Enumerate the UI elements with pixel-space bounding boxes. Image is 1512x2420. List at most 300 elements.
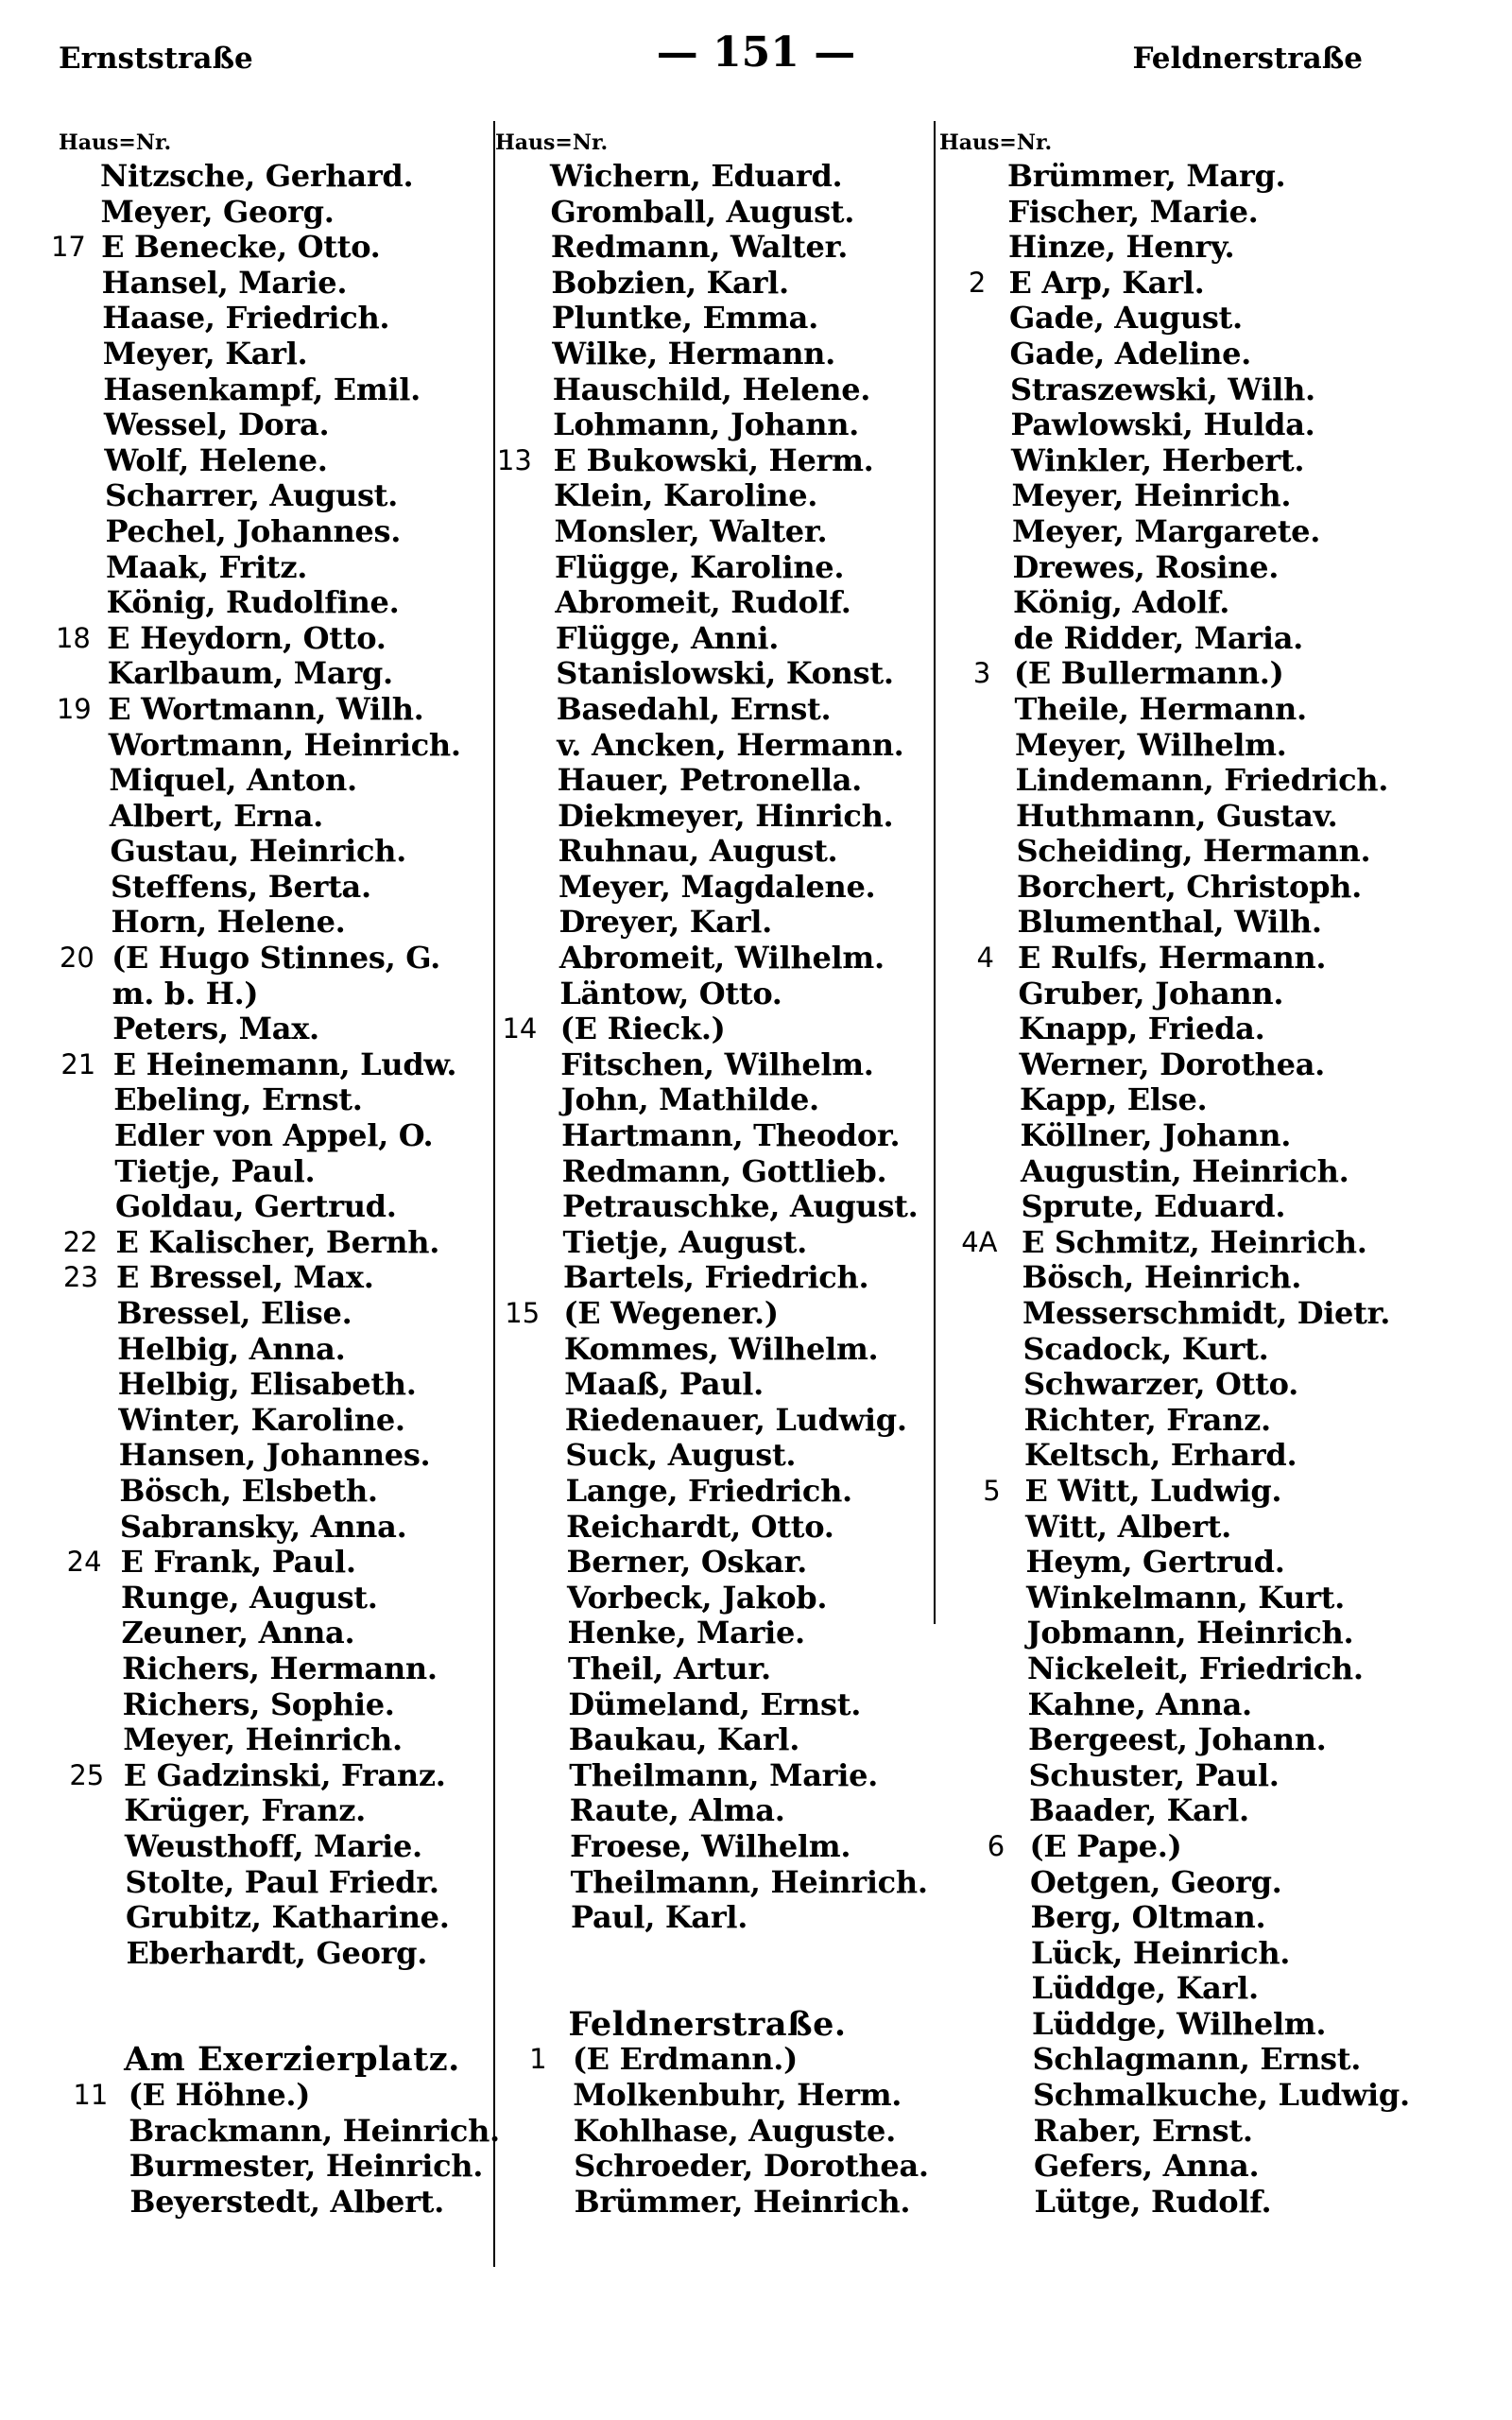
- resident-name: (E Wegener.): [563, 1295, 779, 1331]
- directory-entry: [928, 1865, 1495, 1901]
- directory-entry: [28, 799, 493, 835]
- house-number: 22: [62, 1225, 98, 1258]
- resident-name: Vorbeck, Jakob.: [567, 1579, 828, 1616]
- resident-name: Beyerstedt, Albert.: [129, 2183, 444, 2220]
- resident-name: Ruhnau, August.: [558, 833, 838, 870]
- resident-name: Nickeleit, Friedrich.: [1027, 1650, 1364, 1686]
- directory-entry: [928, 1403, 1495, 1439]
- resident-name: Redmann, Walter.: [550, 229, 849, 266]
- directory-entry: [928, 1651, 1495, 1687]
- directory-entry: [928, 1545, 1495, 1581]
- directory-entry: [928, 1082, 1495, 1118]
- resident-name: Karlbaum, Marg.: [107, 655, 393, 692]
- directory-entry: [928, 2114, 1495, 2150]
- directory-entry: [472, 728, 934, 764]
- resident-name: E Benecke, Otto.: [101, 229, 381, 266]
- resident-name: de Ridder, Maria.: [1013, 619, 1303, 656]
- house-number-label: Haus=Nr.: [59, 130, 172, 155]
- resident-name: Edler von Appel, O.: [113, 1117, 434, 1154]
- resident-name: Gefers, Anna.: [1034, 2148, 1260, 2185]
- resident-name: Jobmann, Heinrich.: [1026, 1615, 1354, 1651]
- directory-entry: [928, 834, 1495, 870]
- resident-name: Petrauschke, August.: [562, 1188, 919, 1225]
- directory-entry: [472, 2114, 934, 2150]
- resident-name: Pluntke, Emma.: [551, 300, 818, 337]
- directory-entry: [472, 195, 934, 231]
- directory-entry: [28, 266, 493, 302]
- directory-entry: [28, 1225, 493, 1261]
- resident-name: Gustau, Heinrich.: [110, 833, 406, 870]
- street-heading: Am Exerzierplatz.: [124, 2040, 460, 2080]
- house-number: 18: [55, 621, 91, 654]
- directory-entry: [28, 1936, 493, 1972]
- directory-entry: [928, 1687, 1495, 1723]
- resident-name: Raute, Alma.: [569, 1792, 785, 1829]
- directory-entry: [28, 372, 493, 408]
- resident-name: Tietje, Paul.: [114, 1152, 316, 1189]
- directory-entry: [472, 1545, 934, 1581]
- house-number: 20: [59, 942, 94, 975]
- resident-name: Hauschild, Helene.: [552, 371, 871, 407]
- directory-entry: [472, 514, 934, 550]
- resident-name: Schroeder, Dorothea.: [574, 2148, 929, 2185]
- directory-entry: [28, 443, 493, 479]
- resident-name: Hartmann, Theodor.: [561, 1117, 901, 1154]
- directory-entry: [28, 1722, 493, 1758]
- house-number: 19: [56, 692, 92, 725]
- resident-name: E Heinemann, Ludw.: [112, 1046, 457, 1082]
- directory-entry: [28, 621, 493, 657]
- resident-name: Gromball, August.: [550, 193, 855, 230]
- resident-name: Schwarzer, Otto.: [1023, 1366, 1298, 1403]
- resident-name: Richter, Franz.: [1023, 1401, 1271, 1438]
- street-header-right: Feldnerstraße: [1132, 42, 1363, 76]
- directory-entry: [472, 905, 934, 941]
- directory-entry: [928, 1971, 1495, 2007]
- resident-name: (E Hugo Stinnes, G.: [112, 940, 440, 977]
- directory-entry: [472, 2078, 934, 2114]
- resident-name: E Wortmann, Wilh.: [108, 690, 424, 727]
- directory-entry: [472, 1900, 934, 1936]
- resident-name: Richers, Hermann.: [122, 1650, 438, 1686]
- resident-name: Helbig, Elisabeth.: [117, 1366, 417, 1403]
- directory-entry: [928, 1616, 1495, 1651]
- resident-name: Peters, Max.: [112, 1011, 319, 1047]
- resident-name: Heym, Gertrud.: [1025, 1544, 1285, 1581]
- resident-name: Bartels, Friedrich.: [562, 1259, 869, 1296]
- resident-name: Hansen, Johannes.: [118, 1437, 431, 1474]
- directory-entry: [472, 443, 934, 479]
- directory-entry: [28, 1047, 493, 1083]
- directory-entry: [928, 1260, 1495, 1296]
- directory-entry: [28, 1616, 493, 1651]
- resident-name: Klein, Karoline.: [554, 477, 818, 514]
- directory-entry: [28, 1758, 493, 1794]
- directory-entry: [472, 1189, 934, 1225]
- directory-entry: [928, 266, 1495, 302]
- directory-entry: [28, 728, 493, 764]
- directory-entry: [472, 585, 934, 621]
- resident-name: (E Bullermann.): [1014, 655, 1284, 692]
- directory-column-1: [28, 158, 500, 2220]
- resident-name: Hinze, Henry.: [1008, 229, 1235, 266]
- resident-name: Wessel, Dora.: [103, 406, 330, 443]
- resident-name: E Witt, Ludwig.: [1024, 1472, 1282, 1509]
- resident-name: Meyer, Margarete.: [1012, 512, 1321, 549]
- directory-entry: [928, 550, 1495, 586]
- resident-name: Hauer, Petronella.: [557, 762, 863, 799]
- resident-name: E Kalischer, Bernh.: [115, 1223, 440, 1260]
- directory-entry: [928, 1296, 1495, 1332]
- resident-name: Schuster, Paul.: [1028, 1756, 1280, 1793]
- directory-entry: [928, 1510, 1495, 1546]
- directory-entry: [28, 870, 493, 906]
- resident-name: Scharrer, August.: [104, 477, 398, 514]
- house-number: 2: [968, 266, 987, 299]
- directory-entry: [928, 799, 1495, 835]
- resident-name: E Heydorn, Otto.: [107, 619, 387, 656]
- resident-name: John, Mathilde.: [560, 1081, 819, 1118]
- street-heading-row: [472, 2004, 934, 2044]
- resident-name: E Gadzinski, Franz.: [123, 1756, 446, 1793]
- directory-entry: [472, 763, 934, 799]
- directory-entry: [28, 1829, 493, 1865]
- directory-entry: [928, 301, 1495, 337]
- house-number: 11: [73, 2079, 109, 2112]
- resident-name: Fitschen, Wilhelm.: [560, 1046, 874, 1082]
- directory-entry: [472, 478, 934, 514]
- directory-entry: [928, 1189, 1495, 1225]
- directory-entry: [472, 159, 934, 195]
- resident-name: Weusthoff, Marie.: [124, 1827, 422, 1864]
- directory-entry: [928, 585, 1495, 621]
- resident-name: Berg, Oltman.: [1030, 1899, 1266, 1936]
- directory-entry: [472, 1510, 934, 1546]
- directory-entry: [28, 407, 493, 443]
- resident-name: Henke, Marie.: [567, 1615, 805, 1651]
- resident-name: Richers, Sophie.: [122, 1685, 395, 1722]
- street-header-left: Ernststraße: [59, 42, 253, 76]
- resident-name: Baukau, Karl.: [568, 1721, 800, 1758]
- resident-name: Meyer, Heinrich.: [123, 1721, 403, 1758]
- resident-name: Runge, August.: [121, 1579, 378, 1616]
- directory-entry: [472, 266, 934, 302]
- directory-entry: [472, 977, 934, 1012]
- directory-entry: [928, 337, 1495, 372]
- resident-name: Berner, Oskar.: [566, 1544, 807, 1581]
- directory-entry: [928, 2078, 1495, 2114]
- resident-name: Basedahl, Ernst.: [556, 690, 832, 727]
- directory-entry: [928, 1758, 1495, 1794]
- resident-name: Brümmer, Marg.: [1007, 158, 1286, 194]
- directory-entry: [472, 1865, 934, 1901]
- resident-name: Köllner, Johann.: [1020, 1117, 1292, 1154]
- resident-name: E Rulfs, Hermann.: [1018, 940, 1327, 977]
- resident-name: Haase, Friedrich.: [102, 300, 390, 337]
- directory-entry: [28, 1011, 493, 1047]
- resident-name: E Schmitz, Heinrich.: [1022, 1223, 1367, 1260]
- resident-name: Raber, Ernst.: [1033, 2112, 1253, 2149]
- resident-name: Abromeit, Wilhelm.: [558, 940, 885, 977]
- resident-name: Kapp, Else.: [1020, 1081, 1208, 1118]
- resident-name: Keltsch, Erhard.: [1024, 1437, 1297, 1474]
- directory-entry: [472, 1616, 934, 1651]
- resident-name: Wilke, Hermann.: [552, 335, 835, 372]
- resident-name: Kommes, Wilhelm.: [563, 1330, 879, 1367]
- resident-name: (E Rieck.): [559, 1011, 726, 1047]
- resident-name: Zeuner, Anna.: [121, 1615, 355, 1651]
- directory-entry: [28, 1154, 493, 1190]
- directory-entry: [472, 1367, 934, 1403]
- directory-entry: [928, 1722, 1495, 1758]
- resident-name: Theile, Hermann.: [1014, 690, 1307, 727]
- house-number-label: Haus=Nr.: [495, 130, 609, 155]
- directory-entry: [28, 1474, 493, 1510]
- directory-entry: [28, 1971, 493, 2007]
- resident-name: v. Ancken, Hermann.: [557, 726, 904, 763]
- directory-entry: [928, 1793, 1495, 1829]
- directory-entry: [928, 478, 1495, 514]
- resident-name: Lück, Heinrich.: [1031, 1934, 1291, 1971]
- directory-entry: [28, 1438, 493, 1474]
- resident-name: Horn, Helene.: [111, 904, 346, 941]
- directory-entry: [472, 1118, 934, 1154]
- resident-name: Meyer, Wilhelm.: [1015, 726, 1287, 763]
- directory-entry: [28, 1900, 493, 1936]
- directory-entry: [928, 230, 1495, 266]
- resident-name: Lütge, Rudolf.: [1034, 2183, 1272, 2220]
- resident-name: Läntow, Otto.: [559, 975, 782, 1011]
- house-number: 24: [66, 1546, 102, 1579]
- directory-entry: [472, 1936, 934, 1972]
- directory-entry: [28, 1581, 493, 1616]
- directory-entry: [28, 656, 493, 692]
- directory-entry: [928, 2042, 1495, 2078]
- resident-name: Kohlhase, Auguste.: [573, 2112, 896, 2149]
- directory-entry: [472, 1758, 934, 1794]
- directory-entry: [472, 407, 934, 443]
- resident-name: Meyer, Magdalene.: [558, 868, 876, 905]
- directory-entry: [28, 1687, 493, 1723]
- directory-entry: [928, 1011, 1495, 1047]
- directory-entry: [472, 301, 934, 337]
- resident-name: Burmester, Heinrich.: [129, 2148, 484, 2185]
- directory-entry: [472, 1581, 934, 1616]
- resident-name: Krüger, Franz.: [124, 1792, 366, 1829]
- directory-entry: [28, 2078, 493, 2114]
- resident-name: Schmalkuche, Ludwig.: [1033, 2077, 1410, 2114]
- resident-name: Borchert, Christoph.: [1017, 868, 1362, 905]
- resident-name: Flügge, Anni.: [555, 619, 780, 656]
- resident-name: Pawlowski, Hulda.: [1010, 406, 1315, 443]
- directory-entry: [472, 1829, 934, 1865]
- directory-entry: [928, 1438, 1495, 1474]
- house-number: 21: [60, 1047, 96, 1080]
- directory-column-3: [928, 159, 1495, 2220]
- house-number-label: Haus=Nr.: [939, 130, 1053, 155]
- resident-name: Lindemann, Friedrich.: [1015, 762, 1389, 799]
- resident-name: Lange, Friedrich.: [565, 1472, 852, 1509]
- directory-entry: [28, 1510, 493, 1546]
- directory-entry: [472, 1722, 934, 1758]
- resident-name: Reichardt, Otto.: [566, 1508, 834, 1545]
- directory-entry: [472, 2185, 934, 2221]
- directory-entry: [472, 1082, 934, 1118]
- resident-name: Meyer, Georg.: [100, 193, 335, 230]
- directory-entry: [28, 1260, 493, 1296]
- house-number: 4A: [961, 1225, 998, 1258]
- resident-name: E Bressel, Max.: [116, 1259, 374, 1296]
- resident-name: Nitzsche, Gerhard.: [100, 158, 414, 194]
- resident-name: Sabransky, Anna.: [119, 1508, 407, 1545]
- directory-entry: [472, 1403, 934, 1439]
- house-number: 15: [505, 1297, 541, 1329]
- resident-name: Hansel, Marie.: [101, 264, 348, 301]
- resident-name: Pechel, Johannes.: [105, 512, 402, 549]
- directory-entry: [28, 2112, 500, 2150]
- directory-entry: [472, 1154, 934, 1190]
- directory-entry: [472, 799, 934, 835]
- directory-entry: [472, 372, 934, 408]
- directory-entry: [472, 1332, 934, 1368]
- directory-entry: [928, 870, 1495, 906]
- directory-entry: [928, 1367, 1495, 1403]
- directory-entry: [928, 407, 1495, 443]
- directory-entry: [928, 941, 1495, 977]
- directory-entry: [928, 1581, 1495, 1616]
- directory-entry: [928, 1474, 1495, 1510]
- directory-entry: [28, 230, 493, 266]
- directory-entry: [472, 1651, 934, 1687]
- directory-entry: [28, 834, 493, 870]
- resident-name: Meyer, Heinrich.: [1011, 477, 1292, 514]
- directory-entry: [28, 905, 493, 941]
- resident-name: König, Adolf.: [1013, 584, 1230, 621]
- resident-name: Theil, Artur.: [567, 1650, 771, 1686]
- directory-entry: [928, 159, 1495, 195]
- resident-name: Gade, Adeline.: [1009, 335, 1252, 372]
- house-number: 17: [50, 231, 86, 264]
- directory-entry: [928, 443, 1495, 479]
- directory-entry: [28, 2149, 493, 2185]
- directory-entry: [28, 195, 493, 231]
- directory-entry: [28, 478, 493, 514]
- resident-name: Maaß, Paul.: [564, 1366, 764, 1403]
- directory-entry: [472, 1971, 934, 2007]
- directory-entry: [28, 2007, 493, 2043]
- directory-entry: [28, 1865, 493, 1901]
- resident-name: Scheiding, Hermann.: [1016, 833, 1371, 870]
- resident-name: Wichern, Eduard.: [550, 158, 843, 194]
- directory-entry: [28, 1403, 493, 1439]
- directory-entry: [928, 2149, 1495, 2185]
- directory-entry: [472, 1474, 934, 1510]
- directory-entry: [928, 1900, 1495, 1936]
- resident-name: Steffens, Berta.: [111, 868, 371, 905]
- resident-name: Augustin, Heinrich.: [1021, 1152, 1349, 1189]
- resident-name: Werner, Dorothea.: [1019, 1046, 1325, 1082]
- resident-name: E Arp, Karl.: [1008, 264, 1205, 301]
- directory-entry: [928, 372, 1495, 408]
- resident-name: Dreyer, Karl.: [558, 904, 772, 941]
- directory-column-2: [472, 159, 934, 2220]
- directory-entry: [472, 2149, 934, 2185]
- directory-entry: [28, 1332, 493, 1368]
- resident-name: Tietje, August.: [562, 1223, 808, 1260]
- directory-entry: [928, 692, 1495, 728]
- page-number: — 151 —: [656, 28, 856, 77]
- directory-entry: [472, 1047, 934, 1083]
- resident-name: Winkelmann, Kurt.: [1026, 1579, 1345, 1616]
- directory-entry: [472, 1296, 934, 1332]
- directory-entry: [928, 1118, 1495, 1154]
- directory-entry: [472, 834, 934, 870]
- resident-name: Grubitz, Katharine.: [125, 1899, 450, 1936]
- directory-entry: [28, 1296, 493, 1332]
- resident-name: Drewes, Rosine.: [1012, 548, 1280, 585]
- resident-name: Lohmann, Johann.: [553, 406, 860, 443]
- house-number: 6: [987, 1829, 1005, 1862]
- resident-name: Molkenbuhr, Herm.: [573, 2077, 902, 2114]
- street-heading: Feldnerstraße.: [568, 2004, 847, 2044]
- resident-name: Brackmann, Heinrich.: [129, 2112, 500, 2149]
- directory-entry: [472, 870, 934, 906]
- resident-name: E Bukowski, Herm.: [553, 441, 874, 478]
- directory-entry: [928, 905, 1495, 941]
- resident-name: Bösch, Heinrich.: [1022, 1259, 1302, 1296]
- resident-name: Blumenthal, Wilh.: [1017, 904, 1322, 941]
- resident-name: Huthmann, Gustav.: [1016, 797, 1338, 834]
- directory-entry: [28, 159, 493, 195]
- resident-name: Theilmann, Heinrich.: [570, 1863, 928, 1900]
- resident-name: Straszewski, Wilh.: [1010, 371, 1315, 407]
- directory-entry: [472, 2042, 934, 2078]
- resident-name: Bressel, Elise.: [116, 1295, 352, 1331]
- resident-name: Oetgen, Georg.: [1030, 1863, 1282, 1900]
- directory-entry: [472, 1438, 934, 1474]
- directory-entry: [928, 1225, 1495, 1261]
- directory-entry: [928, 656, 1495, 692]
- directory-entry: [472, 621, 934, 657]
- street-heading-row: [28, 2042, 493, 2078]
- resident-name: Flügge, Karoline.: [554, 548, 845, 585]
- directory-entry: [928, 977, 1495, 1012]
- directory-entry: [928, 514, 1495, 550]
- directory-entry: [472, 1687, 934, 1723]
- house-number: 25: [69, 1758, 105, 1791]
- directory-entry: [472, 656, 934, 692]
- directory-entry: [28, 1651, 493, 1687]
- resident-name: Riedenauer, Ludwig.: [564, 1401, 907, 1438]
- resident-name: Ebeling, Ernst.: [113, 1081, 363, 1118]
- house-number: 13: [496, 443, 532, 476]
- directory-entry: [472, 1260, 934, 1296]
- directory-entry: [472, 692, 934, 728]
- resident-name: Monsler, Walter.: [554, 512, 828, 549]
- resident-name: Hasenkampf, Emil.: [103, 371, 421, 407]
- resident-name: (E Höhne.): [128, 2077, 311, 2114]
- house-number: 14: [502, 1012, 538, 1046]
- directory-entry: [472, 1225, 934, 1261]
- resident-name: Abromeit, Rudolf.: [555, 584, 851, 621]
- resident-name: Meyer, Karl.: [102, 335, 308, 372]
- resident-name: Bobzien, Karl.: [551, 264, 789, 301]
- resident-name: Brümmer, Heinrich.: [574, 2183, 911, 2220]
- resident-name: Bösch, Elsbeth.: [119, 1472, 378, 1509]
- house-number: 5: [983, 1474, 1001, 1507]
- resident-name: Wortmann, Heinrich.: [108, 726, 461, 763]
- resident-name: Witt, Albert.: [1025, 1508, 1231, 1545]
